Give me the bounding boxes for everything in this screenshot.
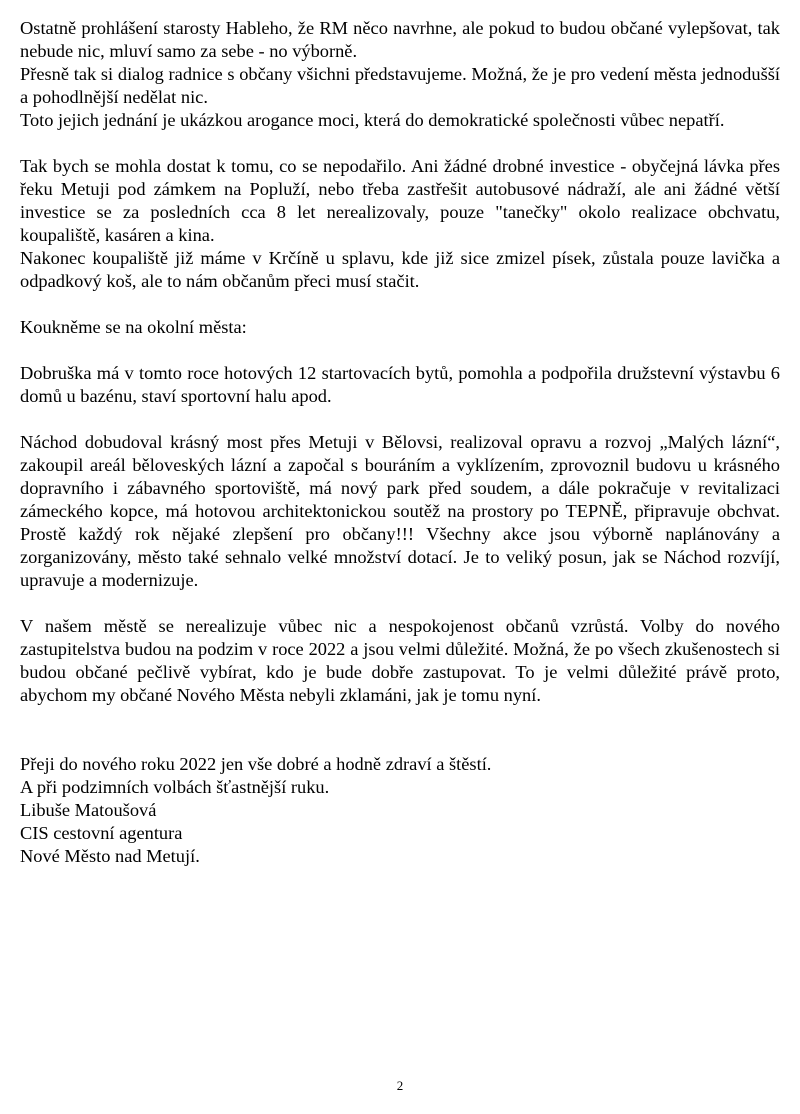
paragraph-nachod: Náchod dobudoval krásný most přes Metuji v Bělovsi, realizoval opravu a rozvoj „Malých lázní“, zakoupil areál běloveských lázní a započal s bouráním a vyklízením, zprovoznil budovu u krásného dopravního i zábavného sportoviště, má nový park před soudem, a dále pokračuje v revitalizaci zámeckého kopce, má hotovou architektonickou soutěž na prostory po TEPNĚ, připravuje obchvat. Prostě každý rok nějaké zlepšení pro občany!!! Všechny akce jsou výborně naplánovány a zorganizovány, město také sehnalo velké množství dotací. Je to veliký posun, jak se Náchod rozvíjí, upravuje a modernizuje. <box>20 432 780 590</box>
closing-wish: Přeji do nového roku 2022 jen vše dobré a hodně zdraví a štěstí. <box>20 754 492 774</box>
closing-election-wish: A při podzimních volbách šťastnější ruku. <box>20 777 330 797</box>
paragraph-spacer <box>20 293 780 316</box>
author-location: Nové Město nad Metují. <box>20 846 200 866</box>
paragraph-investice: Tak bych se mohla dostat k tomu, co se nepodařilo. Ani žádné drobné investice - obyčejná lávka přes řeku Metuji pod zámkem na Popluží, nebo třeba zastřešit autobusové nádraží, ale ani žádné větší investice se za posledních cca 8 let nerealizovaly, pouze "tanečky" okolo realizace obchvatu, koupaliště, kasáren a kina. <box>20 156 780 245</box>
paragraph-spacer <box>20 408 780 431</box>
author-name: Libuše Matoušová <box>20 800 157 820</box>
author-organization: CIS cestovní agentura <box>20 823 183 843</box>
paragraph-spacer <box>20 592 780 615</box>
paragraph-spacer <box>20 132 780 155</box>
paragraph-dialog-radnice: Přesně tak si dialog radnice s občany všichni představujeme. Možná, že je pro vedení města jednodušší a pohodlnější nedělat nic. <box>20 64 780 107</box>
paragraph-nase-mesto: V našem městě se nerealizuje vůbec nic a nespokojenost občanů vzrůstá. Volby do nového zastupitelstva budou na podzim v roce 2022 a jsou velmi důležité. Možná, že po všech zkušenostech si budou občané pečlivě vybírat, kdo je bude dobře zastupovat. To je velmi důležité právě proto, abychom my občané Nového Města nebyli zklamáni, jak je tomu nyní. <box>20 616 780 705</box>
paragraph-spacer <box>20 707 780 753</box>
closing-signature <box>20 753 780 868</box>
letter-body <box>20 17 780 868</box>
paragraph-spacer <box>20 339 780 362</box>
page-number: 2 <box>396 1078 404 1093</box>
paragraph-arogance-moci: Toto jejich jednání je ukázkou arogance moci, která do demokratické společnosti vůbec nepatří. <box>20 110 725 130</box>
paragraph-okolni-mesta: Koukněme se na okolní města: <box>20 317 247 337</box>
paragraph-starosta-statement: Ostatně prohlášení starosty Hableho, že RM něco navrhne, ale pokud to budou občané vylepšovat, tak nebude nic, mluví samo za sebe - no výborně. <box>20 18 780 61</box>
paragraph-koupaliste: Nakonec koupaliště již máme v Krčíně u splavu, kde již sice zmizel písek, zůstala pouze lavička a odpadkový koš, ale to nám občanům přeci musí stačit. <box>20 248 780 291</box>
paragraph-dobruska: Dobruška má v tomto roce hotových 12 startovacích bytů, pomohla a podpořila družstevní výstavbu 6 domů u bazénu, staví sportovní halu apod. <box>20 363 780 406</box>
